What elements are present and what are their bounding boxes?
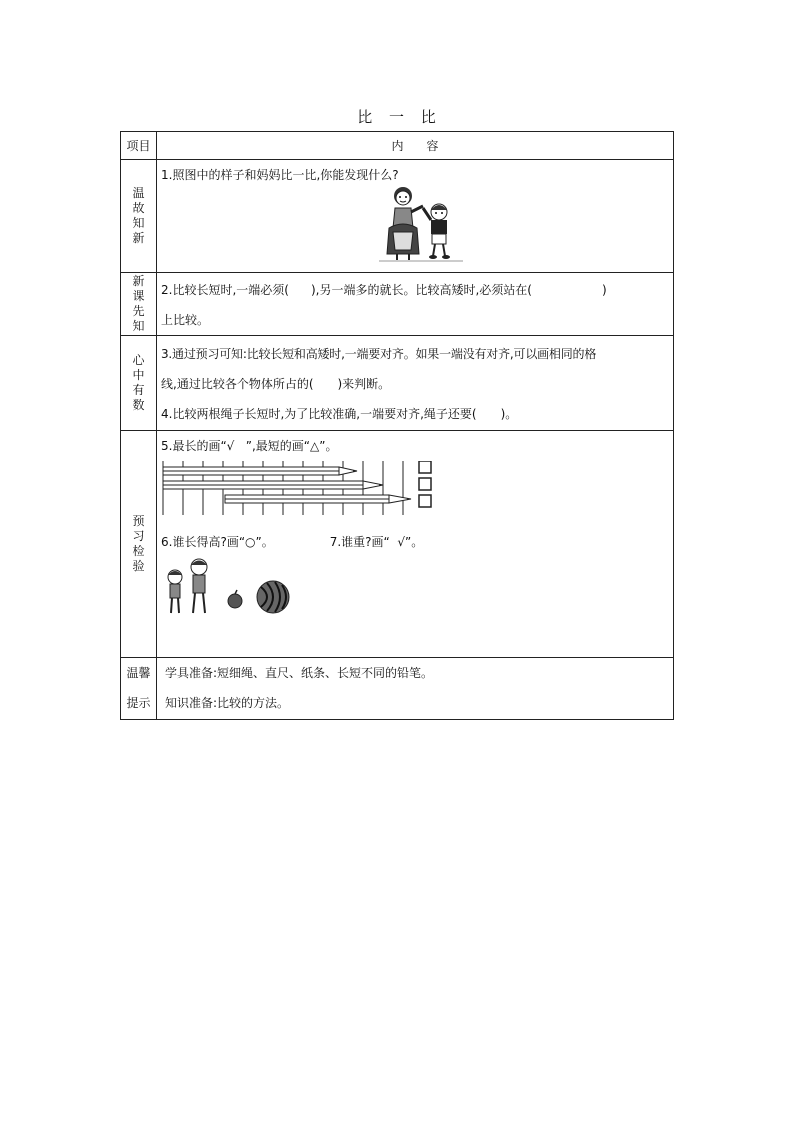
- row-label-tips-a: 温馨: [126, 666, 151, 680]
- row-content-review: [157, 160, 674, 273]
- question-7: 7.谁重?画“ √”。: [329, 535, 424, 549]
- tip-1: 学具准备:短细绳、直尺、纸条、长短不同的铅笔。: [165, 666, 434, 680]
- header-item: 项目: [121, 132, 157, 160]
- row-label-check: [121, 431, 157, 658]
- question-1: 1.照图中的样子和妈妈比一比,你能发现什么?: [161, 168, 399, 182]
- compare-illustration: [161, 557, 669, 657]
- question-2-line-2: 上比较。: [161, 313, 210, 327]
- tip-2: 知识准备:比较的方法。: [165, 696, 290, 710]
- row-content-summary: [157, 336, 674, 431]
- page-title: 比 一 比: [357, 108, 437, 126]
- question-3-part-b: 线,通过比较各个物体所占的(: [161, 377, 314, 391]
- table-row-summary: [121, 336, 674, 431]
- question-2-part-c: ): [601, 283, 607, 297]
- watermelon-icon: [257, 581, 289, 613]
- row-label-review: [121, 160, 157, 273]
- row-label-summary: [121, 336, 157, 431]
- boy-tall: [191, 559, 207, 613]
- question-3-line-2: [161, 369, 669, 399]
- question-2-part-b: ),另一端多的就长。比较高矮时,必须站在(: [310, 283, 532, 297]
- table-row-preview: [121, 273, 674, 336]
- pencils-illustration: [161, 461, 669, 521]
- row-content-preview: [157, 273, 674, 336]
- row-label-preview-text: 新课先知: [132, 274, 145, 333]
- question-6: 6.谁长得高?画“○”。: [161, 535, 274, 549]
- table-row-tips: [121, 658, 674, 720]
- row-label-tips: [121, 658, 157, 720]
- row-label-preview: [121, 273, 157, 336]
- table-row-check: [121, 431, 674, 658]
- worksheet-table: [120, 131, 674, 720]
- row-label-tips-b: 提示: [126, 696, 151, 710]
- question-4-part-a: 4.比较两根绳子长短时,为了比较准确,一端要对齐,绳子还要(: [161, 407, 477, 421]
- question-2-line-1: [161, 275, 669, 305]
- boys-and-fruits-svg: [161, 557, 301, 625]
- question-2-part-a: 2.比较长短时,一端必须(: [161, 283, 289, 297]
- row-content-tips: [157, 658, 674, 720]
- question-5: 5.最长的画“√ ”,最短的画“△”。: [161, 439, 338, 453]
- pencil-2: [163, 481, 383, 489]
- mother-child-svg: [371, 184, 471, 262]
- pencils-svg: [161, 461, 441, 521]
- question-4-line: [161, 399, 669, 429]
- row-label-review-text: 温故知新: [132, 186, 145, 245]
- header-content: [157, 132, 674, 160]
- header-content-label: 内 容: [391, 139, 439, 153]
- apple-icon: [228, 590, 242, 608]
- mother-child-illustration: [161, 190, 669, 266]
- row-label-summary-text: 心中有数: [132, 353, 145, 412]
- row-content-check: [157, 431, 674, 658]
- question-6-7-line: [161, 527, 669, 557]
- table-row-review: [121, 160, 674, 273]
- boy-short: [168, 570, 182, 613]
- question-3-line-1: 3.通过预习可知:比较长短和高矮时,一端要对齐。如果一端没有对齐,可以画相同的格: [161, 347, 597, 361]
- pencil-1: [163, 467, 357, 475]
- question-3-part-c: )来判断。: [337, 377, 391, 391]
- row-label-check-text: 预习检验: [132, 514, 145, 573]
- table-header-row: [121, 132, 674, 160]
- pencil-3: [225, 495, 411, 503]
- question-4-part-b: )。: [500, 407, 518, 421]
